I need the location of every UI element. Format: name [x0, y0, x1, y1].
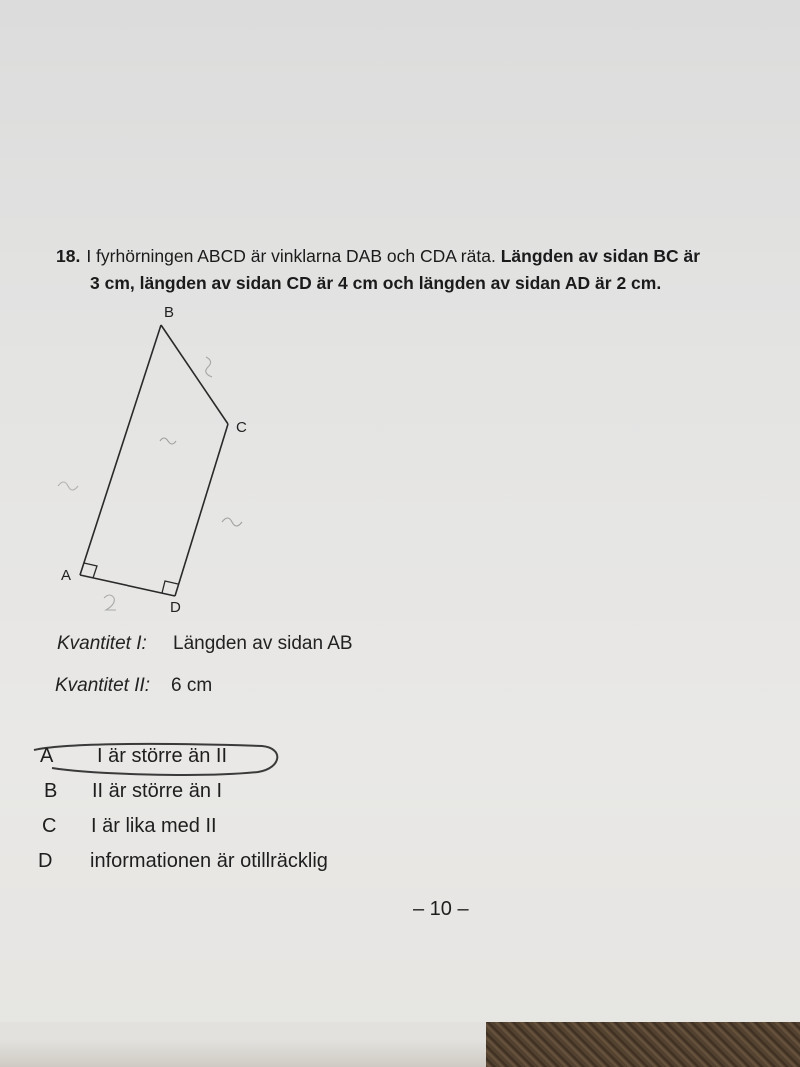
option-letter: A — [40, 745, 54, 767]
page-number: – 10 – — [413, 898, 469, 920]
option-text: I är lika med II — [91, 815, 217, 837]
problem-text-bold-2: 3 cm, längden av sidan CD är 4 cm och längden av sidan AD är 2 cm. — [90, 273, 662, 293]
quantity-two-value: 6 cm — [171, 675, 213, 696]
quantity-one-label: Kvantitet I: — [57, 633, 147, 654]
pencil-mark-cd — [222, 518, 242, 526]
vertex-label-c: C — [236, 419, 247, 436]
quantity-one-value: Längden av sidan AB — [173, 633, 353, 654]
option-text: informationen är otillräcklig — [90, 850, 328, 872]
side-ab — [80, 325, 161, 575]
option-text: I är större än II — [97, 745, 228, 767]
option-letter: D — [38, 850, 53, 872]
vertex-label-d: D — [170, 599, 181, 616]
pencil-mark-ab — [160, 438, 176, 444]
quantity-two-label: Kvantitet II: — [55, 675, 151, 696]
pencil-mark-ad — [104, 595, 116, 610]
side-cd — [175, 424, 228, 596]
vertex-label-a: A — [61, 567, 72, 584]
option-text: II är större än I — [92, 780, 223, 802]
side-bc — [161, 325, 228, 424]
quantity-one — [57, 633, 353, 655]
pencil-mark-bc — [206, 357, 212, 377]
option-letter: C — [42, 815, 57, 837]
side-da — [80, 575, 175, 596]
right-angle-mark-d — [162, 581, 178, 593]
problem-number: 18. — [56, 246, 81, 266]
option-letter: B — [44, 780, 58, 802]
vertex-label-b: B — [164, 304, 175, 321]
quantity-two — [55, 675, 213, 697]
problem-text-normal: I fyrhörningen ABCD är vinklarna DAB och CDA räta. — [86, 246, 496, 266]
problem-text-bold-1: Längden av sidan BC är — [500, 246, 701, 266]
pencil-mark-left — [58, 482, 78, 490]
